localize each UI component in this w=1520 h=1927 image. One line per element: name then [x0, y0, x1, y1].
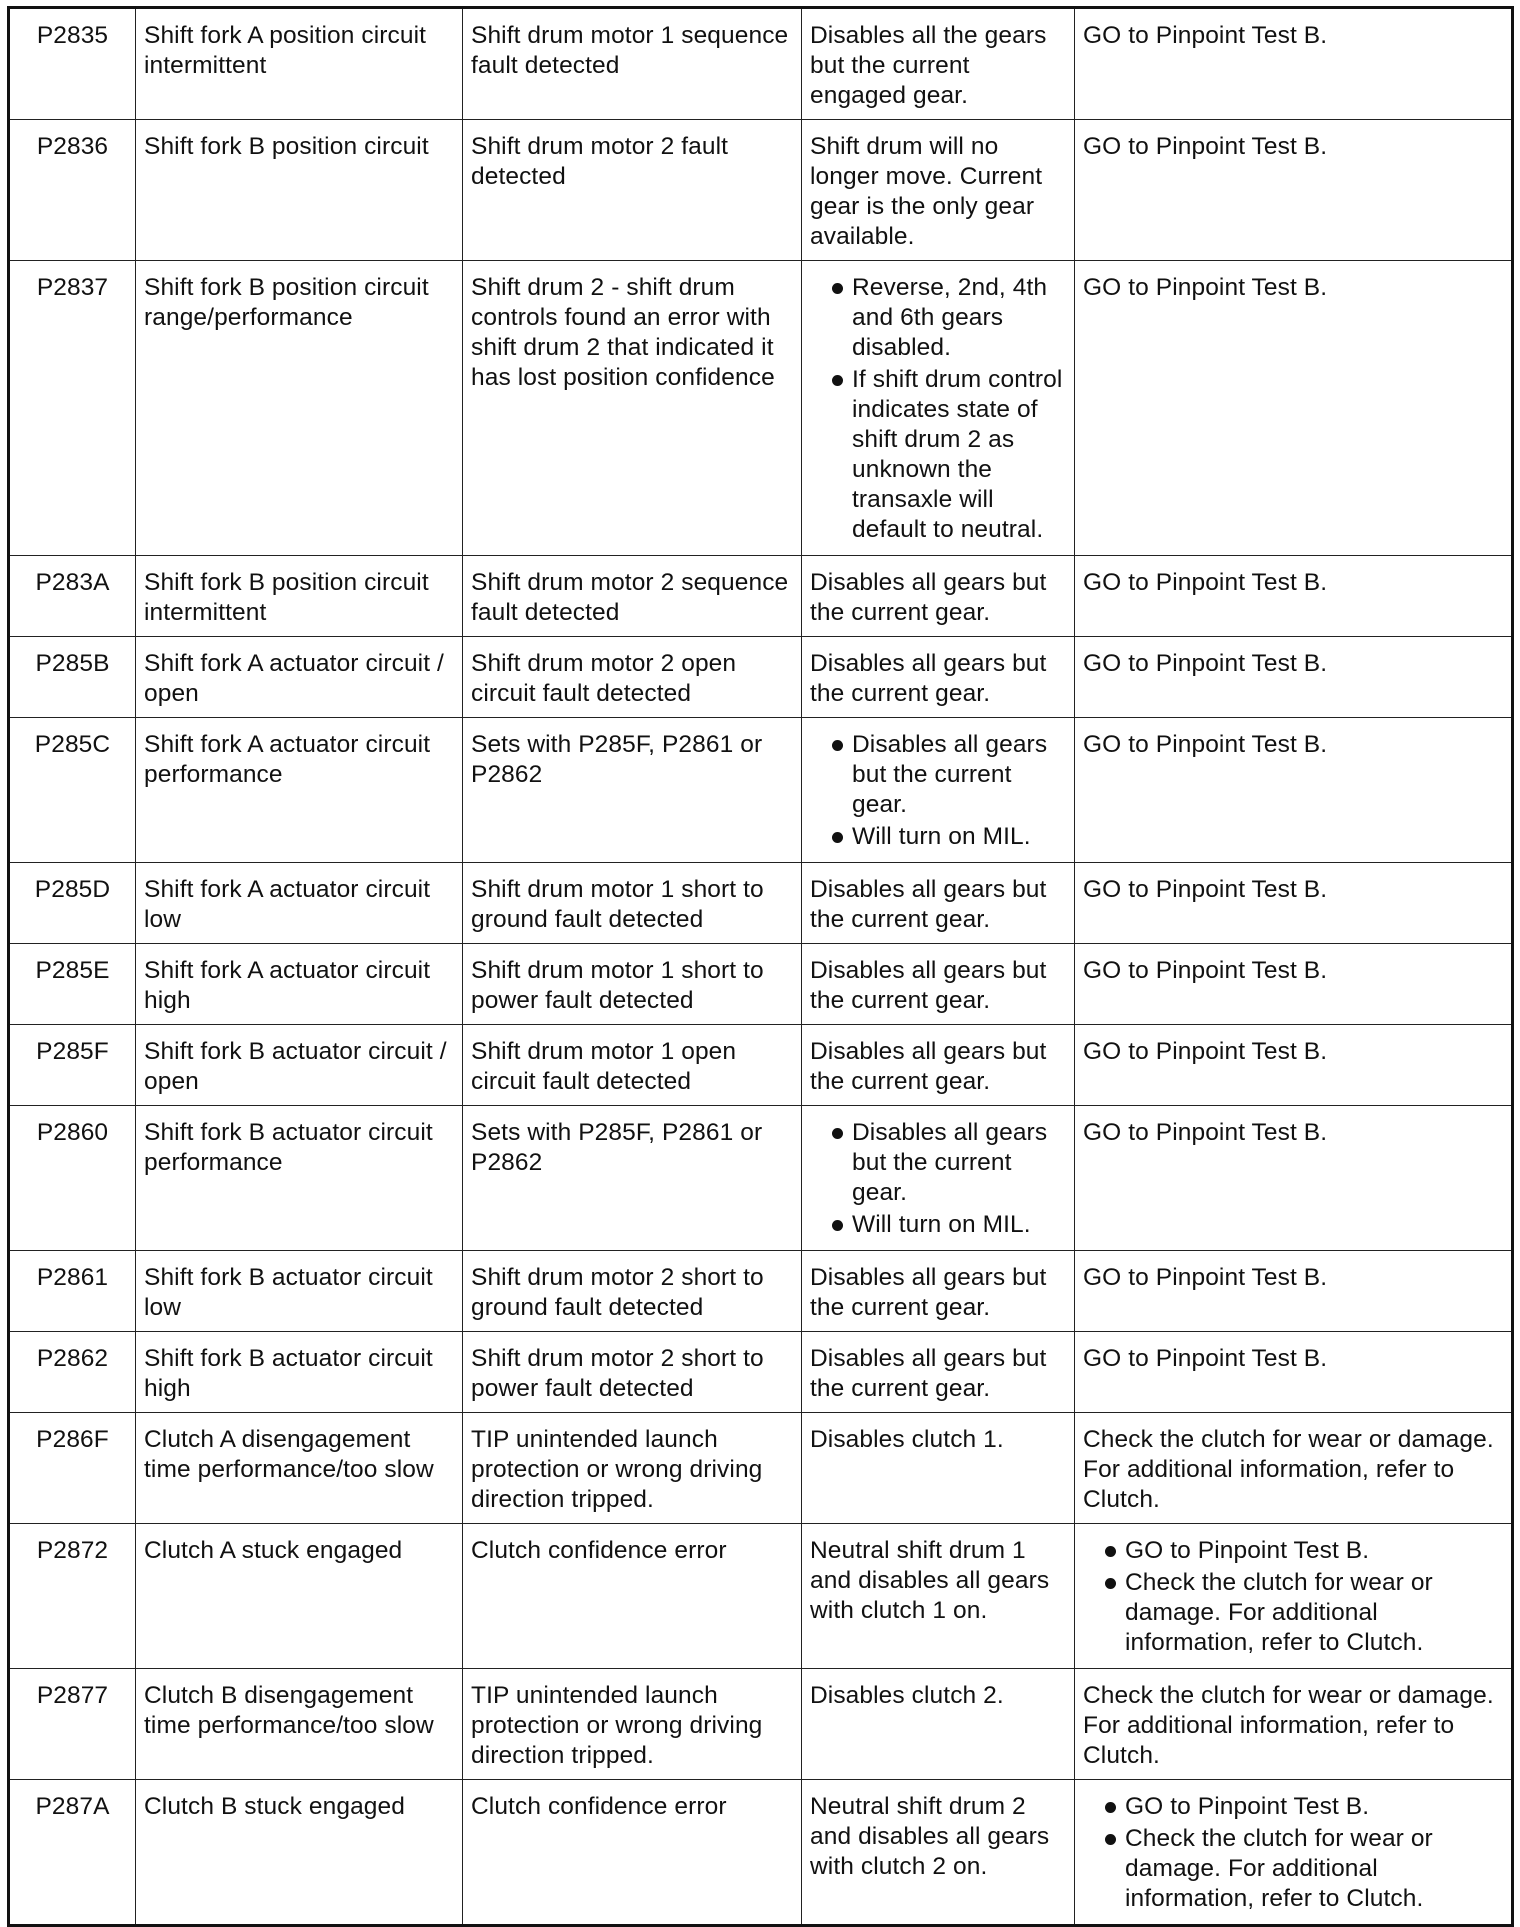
dtc-action-cell — [1075, 1669, 1513, 1780]
dtc-code-cell: P2835 — [9, 8, 136, 120]
dtc-description-cell: Clutch B stuck engaged — [136, 1780, 463, 1926]
dtc-condition-cell: Shift drum motor 1 short to ground fault detected — [463, 863, 802, 944]
dtc-action-cell — [1075, 944, 1513, 1025]
action-text: GO to Pinpoint Test B. — [1083, 650, 1328, 677]
dtc-action-cell — [1075, 863, 1513, 944]
table-row — [9, 1251, 1513, 1332]
dtc-description-cell: Shift fork B actuator circuit / open — [136, 1025, 463, 1106]
dtc-action-cell — [1075, 1251, 1513, 1332]
table-row — [9, 863, 1513, 944]
dtc-action-cell — [1075, 8, 1513, 120]
action-text-bullet: Check the clutch for wear or damage. For additional information, refer to Clutch. — [1083, 1824, 1503, 1914]
dtc-symptom-cell — [802, 1251, 1075, 1332]
symptom-text: Disables all gears but the current gear. — [810, 876, 1047, 933]
dtc-code-cell: P287A — [9, 1780, 136, 1926]
dtc-symptom-cell — [802, 1025, 1075, 1106]
dtc-symptom-cell — [802, 637, 1075, 718]
dtc-action-cell — [1075, 637, 1513, 718]
table-row — [9, 1025, 1513, 1106]
action-text: GO to Pinpoint Test B. — [1083, 1119, 1328, 1146]
dtc-code-cell: P283A — [9, 556, 136, 637]
dtc-code-cell: P2862 — [9, 1332, 136, 1413]
dtc-description-cell: Shift fork A actuator circuit / open — [136, 637, 463, 718]
action-text: GO to Pinpoint Test B. — [1083, 274, 1328, 301]
dtc-description-cell: Clutch A stuck engaged — [136, 1524, 463, 1669]
dtc-description-cell: Shift fork A actuator circuit performance — [136, 718, 463, 863]
dtc-code-cell: P285E — [9, 944, 136, 1025]
dtc-code-cell: P2836 — [9, 120, 136, 261]
dtc-code-cell: P285D — [9, 863, 136, 944]
dtc-symptom-cell — [802, 718, 1075, 863]
dtc-condition-cell: TIP unintended launch protection or wrong driving direction tripped. — [463, 1413, 802, 1524]
table-row — [9, 718, 1513, 863]
dtc-symptom-cell — [802, 1413, 1075, 1524]
dtc-description-cell: Shift fork B actuator circuit performance — [136, 1106, 463, 1251]
action-text: GO to Pinpoint Test B. — [1083, 569, 1328, 596]
dtc-description-cell: Shift fork A actuator circuit low — [136, 863, 463, 944]
symptom-text: Disables all gears but the current gear. — [810, 1345, 1047, 1402]
dtc-action-cell — [1075, 1524, 1513, 1669]
symptom-text-bullet: If shift drum control indicates state of shift drum 2 as unknown the transaxle will default to neutral. — [810, 365, 1066, 545]
action-text: GO to Pinpoint Test B. — [1083, 957, 1328, 984]
table-row — [9, 120, 1513, 261]
symptom-text: Disables all gears but the current gear. — [810, 650, 1047, 707]
dtc-symptom-cell — [802, 1669, 1075, 1780]
symptom-text: Disables all gears but the current gear. — [810, 1038, 1047, 1095]
action-text: GO to Pinpoint Test B. — [1083, 22, 1328, 49]
table-row — [9, 1106, 1513, 1251]
dtc-symptom-cell — [802, 1524, 1075, 1669]
action-text: GO to Pinpoint Test B. — [1083, 876, 1328, 903]
dtc-condition-cell: Shift drum motor 1 short to power fault detected — [463, 944, 802, 1025]
dtc-action-cell — [1075, 261, 1513, 556]
symptom-text-list — [810, 1118, 1066, 1240]
symptom-text-bullet: Will turn on MIL. — [810, 822, 1066, 852]
dtc-description-cell: Shift fork B actuator circuit low — [136, 1251, 463, 1332]
table-row — [9, 1780, 1513, 1926]
symptom-text: Disables all the gears but the current engaged gear. — [810, 22, 1047, 109]
dtc-description-cell: Clutch A disengagement time performance/too slow — [136, 1413, 463, 1524]
dtc-symptom-cell — [802, 8, 1075, 120]
dtc-code-cell: P2860 — [9, 1106, 136, 1251]
symptom-text: Disables clutch 1. — [810, 1426, 1004, 1453]
table-row — [9, 8, 1513, 120]
dtc-table — [7, 6, 1514, 1927]
dtc-code-cell: P2861 — [9, 1251, 136, 1332]
dtc-condition-cell: Clutch confidence error — [463, 1780, 802, 1926]
dtc-code-cell: P2837 — [9, 261, 136, 556]
dtc-symptom-cell — [802, 1106, 1075, 1251]
symptom-text-bullet: Disables all gears but the current gear. — [810, 730, 1066, 820]
dtc-description-cell: Shift fork B position circuit — [136, 120, 463, 261]
dtc-condition-cell: TIP unintended launch protection or wrong driving direction tripped. — [463, 1669, 802, 1780]
action-text: GO to Pinpoint Test B. — [1083, 133, 1328, 160]
dtc-symptom-cell — [802, 1780, 1075, 1926]
dtc-action-cell — [1075, 718, 1513, 863]
dtc-condition-cell: Clutch confidence error — [463, 1524, 802, 1669]
dtc-condition-cell: Shift drum motor 2 short to power fault detected — [463, 1332, 802, 1413]
dtc-condition-cell: Shift drum 2 - shift drum controls found an error with shift drum 2 that indicated it has lost position confidence — [463, 261, 802, 556]
action-text-list — [1083, 1536, 1503, 1658]
dtc-action-cell — [1075, 1025, 1513, 1106]
dtc-description-cell: Shift fork A position circuit intermittent — [136, 8, 463, 120]
symptom-text: Disables all gears but the current gear. — [810, 957, 1047, 1014]
symptom-text-bullet: Will turn on MIL. — [810, 1210, 1066, 1240]
dtc-code-cell: P285B — [9, 637, 136, 718]
symptom-text-list — [810, 273, 1066, 545]
dtc-symptom-cell — [802, 120, 1075, 261]
dtc-description-cell: Shift fork B actuator circuit high — [136, 1332, 463, 1413]
dtc-action-cell — [1075, 1413, 1513, 1524]
dtc-action-cell — [1075, 1780, 1513, 1926]
action-text-list — [1083, 1792, 1503, 1914]
dtc-code-cell: P2877 — [9, 1669, 136, 1780]
symptom-text-bullet: Reverse, 2nd, 4th and 6th gears disabled. — [810, 273, 1066, 363]
symptom-text-list — [810, 730, 1066, 852]
table-row — [9, 1524, 1513, 1669]
dtc-description-cell: Shift fork B position circuit range/performance — [136, 261, 463, 556]
dtc-description-cell: Shift fork A actuator circuit high — [136, 944, 463, 1025]
dtc-condition-cell: Sets with P285F, P2861 or P2862 — [463, 718, 802, 863]
dtc-table-body — [9, 8, 1513, 1926]
dtc-condition-cell: Shift drum motor 2 open circuit fault detected — [463, 637, 802, 718]
table-row — [9, 1413, 1513, 1524]
dtc-condition-cell: Sets with P285F, P2861 or P2862 — [463, 1106, 802, 1251]
dtc-action-cell — [1075, 1106, 1513, 1251]
table-row — [9, 556, 1513, 637]
symptom-text: Neutral shift drum 2 and disables all gears with clutch 2 on. — [810, 1793, 1050, 1880]
dtc-condition-cell: Shift drum motor 2 short to ground fault detected — [463, 1251, 802, 1332]
symptom-text: Shift drum will no longer move. Current gear is the only gear available. — [810, 133, 1043, 250]
dtc-code-cell: P2872 — [9, 1524, 136, 1669]
dtc-action-cell — [1075, 120, 1513, 261]
action-text: GO to Pinpoint Test B. — [1083, 1038, 1328, 1065]
dtc-condition-cell: Shift drum motor 1 sequence fault detected — [463, 8, 802, 120]
dtc-description-cell: Clutch B disengagement time performance/too slow — [136, 1669, 463, 1780]
dtc-symptom-cell — [802, 556, 1075, 637]
action-text: GO to Pinpoint Test B. — [1083, 731, 1328, 758]
dtc-symptom-cell — [802, 944, 1075, 1025]
table-row — [9, 1332, 1513, 1413]
dtc-condition-cell: Shift drum motor 1 open circuit fault detected — [463, 1025, 802, 1106]
dtc-condition-cell: Shift drum motor 2 sequence fault detected — [463, 556, 802, 637]
dtc-condition-cell: Shift drum motor 2 fault detected — [463, 120, 802, 261]
symptom-text: Disables all gears but the current gear. — [810, 569, 1047, 626]
dtc-action-cell — [1075, 556, 1513, 637]
table-row — [9, 1669, 1513, 1780]
symptom-text-bullet: Disables all gears but the current gear. — [810, 1118, 1066, 1208]
dtc-code-cell: P285F — [9, 1025, 136, 1106]
action-text: GO to Pinpoint Test B. — [1083, 1264, 1328, 1291]
dtc-action-cell — [1075, 1332, 1513, 1413]
symptom-text: Disables all gears but the current gear. — [810, 1264, 1047, 1321]
dtc-symptom-cell — [802, 863, 1075, 944]
action-text: Check the clutch for wear or damage. For additional information, refer to Clutch. — [1083, 1426, 1494, 1513]
table-row — [9, 261, 1513, 556]
table-row — [9, 637, 1513, 718]
dtc-code-cell: P285C — [9, 718, 136, 863]
action-text: GO to Pinpoint Test B. — [1083, 1345, 1328, 1372]
action-text-bullet: GO to Pinpoint Test B. — [1083, 1536, 1503, 1566]
action-text-bullet: Check the clutch for wear or damage. For additional information, refer to Clutch. — [1083, 1568, 1503, 1658]
symptom-text: Disables clutch 2. — [810, 1682, 1004, 1709]
action-text: Check the clutch for wear or damage. For additional information, refer to Clutch. — [1083, 1682, 1494, 1769]
table-row — [9, 944, 1513, 1025]
dtc-description-cell: Shift fork B position circuit intermittent — [136, 556, 463, 637]
symptom-text: Neutral shift drum 1 and disables all gears with clutch 1 on. — [810, 1537, 1050, 1624]
action-text-bullet: GO to Pinpoint Test B. — [1083, 1792, 1503, 1822]
dtc-code-cell: P286F — [9, 1413, 136, 1524]
dtc-symptom-cell — [802, 1332, 1075, 1413]
dtc-symptom-cell — [802, 261, 1075, 556]
